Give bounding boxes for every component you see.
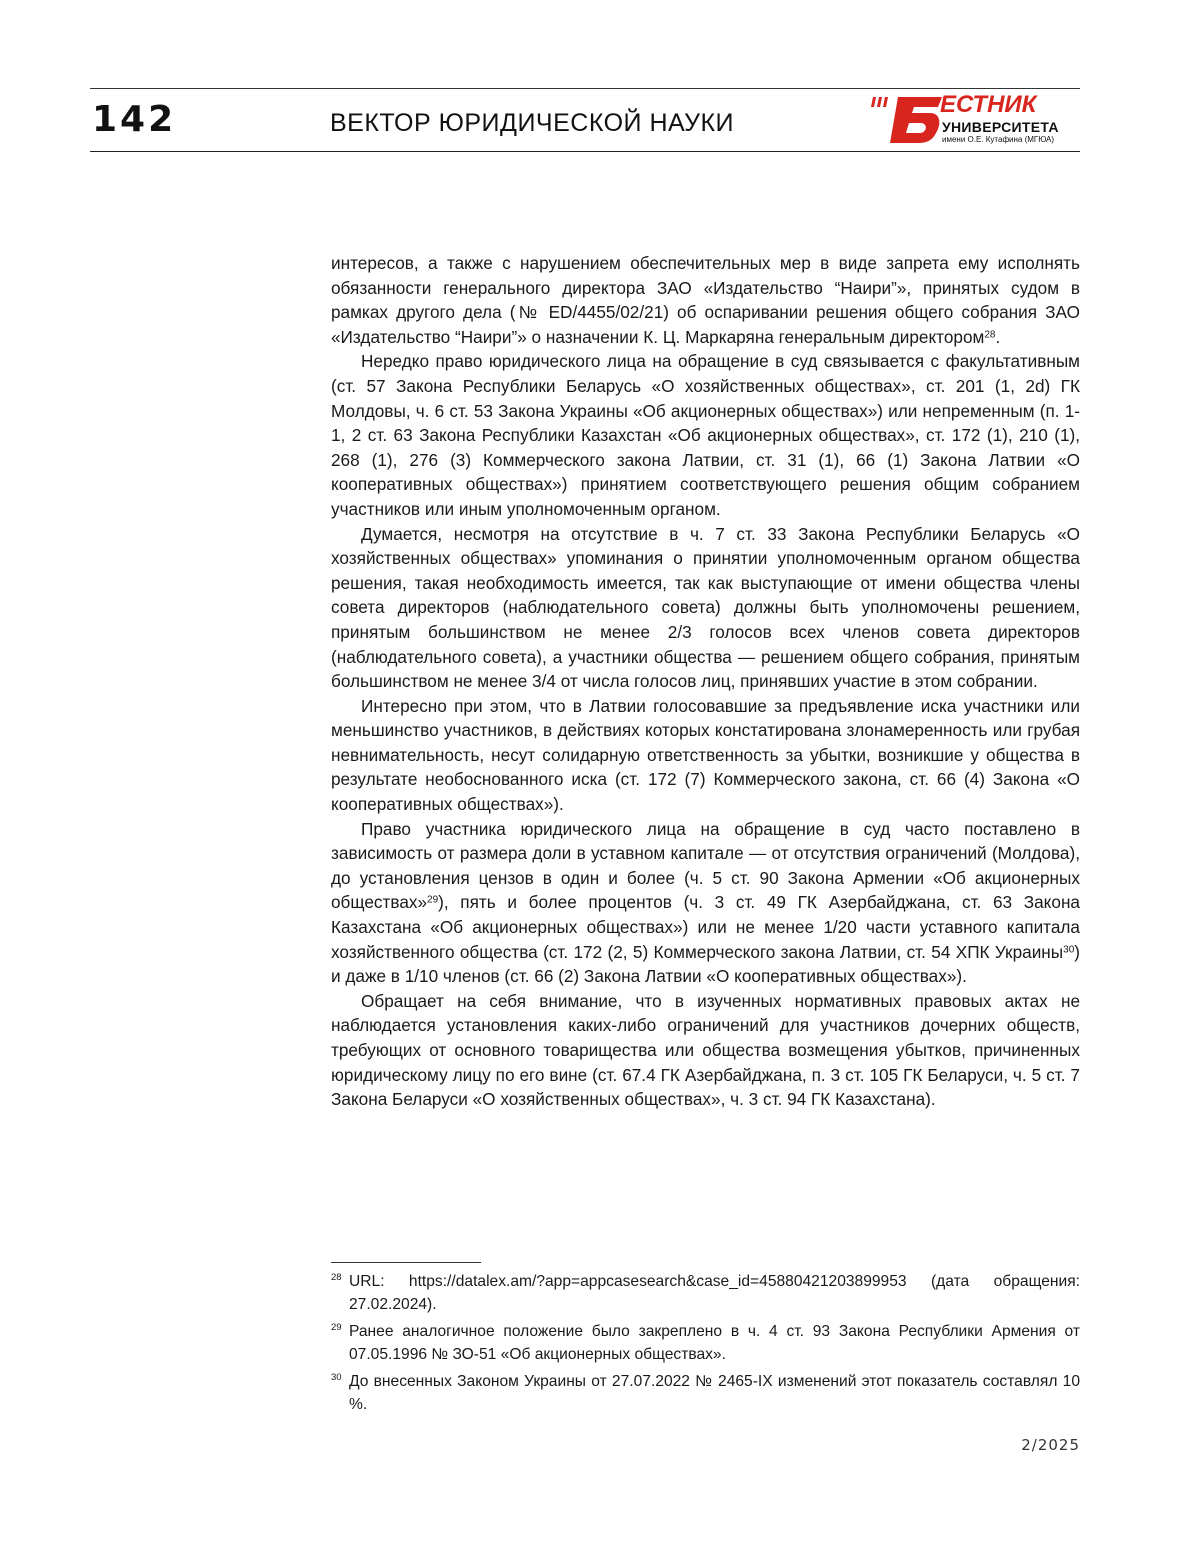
logo-word-vestnik: ЕСТНИК [940,91,1036,119]
footnote-text[interactable]: URL: https://datalex.am/?app=appcasesearch&case_id=45880421203899953 (дата обра­щения: 27.02.2024). [349,1273,1080,1313]
paragraph-5-part-3: ) и даже в 1/10 членов (ст. 66 (2) Закона Лат­вии «О кооперативных обществах»). [331,942,1080,987]
page-header [90,88,1080,152]
paragraph-5-part-1: Право участника юридического лица на обращение в суд часто поставлено в зависимость от размера доли в уставном капитале — от отсутствия ограничений (Молдова), до установления цензов в один и более (ч. 5 ст. 90 Закона Армении «Об акционерных обществах» [331,819,1080,913]
issue-number: 2/2025 [1021,1436,1080,1454]
paragraph-1 [331,251,1080,349]
logo-letter-v-icon [888,93,944,145]
footnotes [331,1270,1080,1420]
paragraph-5-part-2: ), пять и более процентов (ч. 3 ст. 49 ГК Азербай­джана, ст. 63 Закона Казахстана «Об акционерных обществах») или не менее 1/20 части уставного капитала хозяйственного общества (ст. 172 (2, 5) Коммерческого закона Латвии, ст. 54 ХПК Украины [331,892,1080,961]
paragraph-2: Нередко право юридического лица на обращение в суд связывается с факуль­тативным (ст. 57 Закона Республики Беларусь «О хозяйственных обществах», ст. 201 (1, 2d) ГК Молдовы, ч. 6 ст. 53 Закона Украины «Об акционерных обще­ствах») или непременным (п. 1-1, 2 ст. 63 Закона Республики Казахстан «Об акционерных обществах», ст. 172 (1), 210 (1), 268 (1), 276 (3) Коммерческого закона Латвии, ст. 31 (1), 66 (1) Закона Латвии «О кооперативных обществах») принятием соответствующего решения общим собранием участников или иным уполномоченным органом. [331,349,1080,521]
article-body [331,251,1080,1112]
footnote-number: 28 [331,1266,342,1289]
paragraph-3: Думается, несмотря на отсутствие в ч. 7 ст. 33 Закона Республики Беларусь «О хозяйственных обществах» упоминания о принятии уполномоченным орга­ном общества решения, такая необходимость имеется, так как выступающие от имени общества члены совета директоров (наблюдательного совета) должны быть уполномочены решением, принятым большинством не менее 2/3 голосов всех членов совета директоров (наблюдательного совета), а участники обще­ства — решением общего собрания, принятым большинством не менее 3/4 от числа голосов лиц, принявших участие в этом собрании. [331,522,1080,694]
footnote-29 [331,1320,1080,1366]
logo-word-university: УНИВЕРСИТЕТА [942,119,1059,135]
paragraph-1-text: интересов, а также с нарушением обеспечительных мер в виде запрета ему ис­полнять обязанности генерального директора ЗАО «Издательство “Наири”», при­нятых судом в рамках другого дела (№ ED/4455/02/21) об оспаривании решения общего собрания ЗАО «Издательство “Наири”» о назначении К. Ц. Маркаряна генеральным директором [331,253,1080,347]
footnote-ref-30[interactable]: 30 [1063,944,1074,955]
paragraph-4: Интересно при этом, что в Латвии голосовавшие за предъявление иска участ­ники или меньшинство участников, в действиях которых констатирована злона­меренность или грубая невнимательность, несут солидарную ответственность за убытки, возникшие у общества в результате необоснованного иска (ст. 172 (7) Коммерческого закона, ст. 66 (4) Закона «О кооперативных обществах»). [331,694,1080,817]
paragraph-1-tail: . [995,327,1000,347]
paragraph-6: Обращает на себя внимание, что в изученных нормативных правовых актах не наблюдается установления каких-либо ограничений для участников дочерних обществ, требующих от основного товарищества или общества возмещения убыт­ков, причиненных юридическому лицу по его вине (ст. 67.4 ГК Азербайджана, п. 3 ст. 105 ГК Беларуси, ч. 5 ст. 7 Закона Беларуси «О хозяйственных обществах», ч. 3 ст. 94 ГК Казахстана). [331,989,1080,1112]
footnote-number: 30 [331,1366,342,1389]
footnote-28 [331,1270,1080,1316]
footnote-30 [331,1370,1080,1416]
paragraph-5 [331,817,1080,989]
footnote-text: Ранее аналогичное положение было закреплено в ч. 4 ст. 93 Закона Республики Арме­ния от 07.05.1996 № ЗО-51 «Об акционерных обществах». [349,1323,1080,1363]
footnote-text: До внесенных Законом Украины от 27.07.2022 № 2465-IX изменений этот показатель составлял 10 %. [349,1373,1080,1413]
section-title: ВЕКТОР ЮРИДИЧЕСКОЙ НАУКИ [330,109,734,138]
footnote-number: 29 [331,1316,342,1339]
footnote-ref-28[interactable]: 28 [984,329,995,340]
logo-caption: имени О.Е. Кутафина (МГЮА) [942,135,1054,144]
footnote-ref-29[interactable]: 29 [427,895,438,906]
page-number: 142 [92,99,176,140]
footnote-divider [331,1262,481,1263]
journal-logo [870,91,1080,147]
